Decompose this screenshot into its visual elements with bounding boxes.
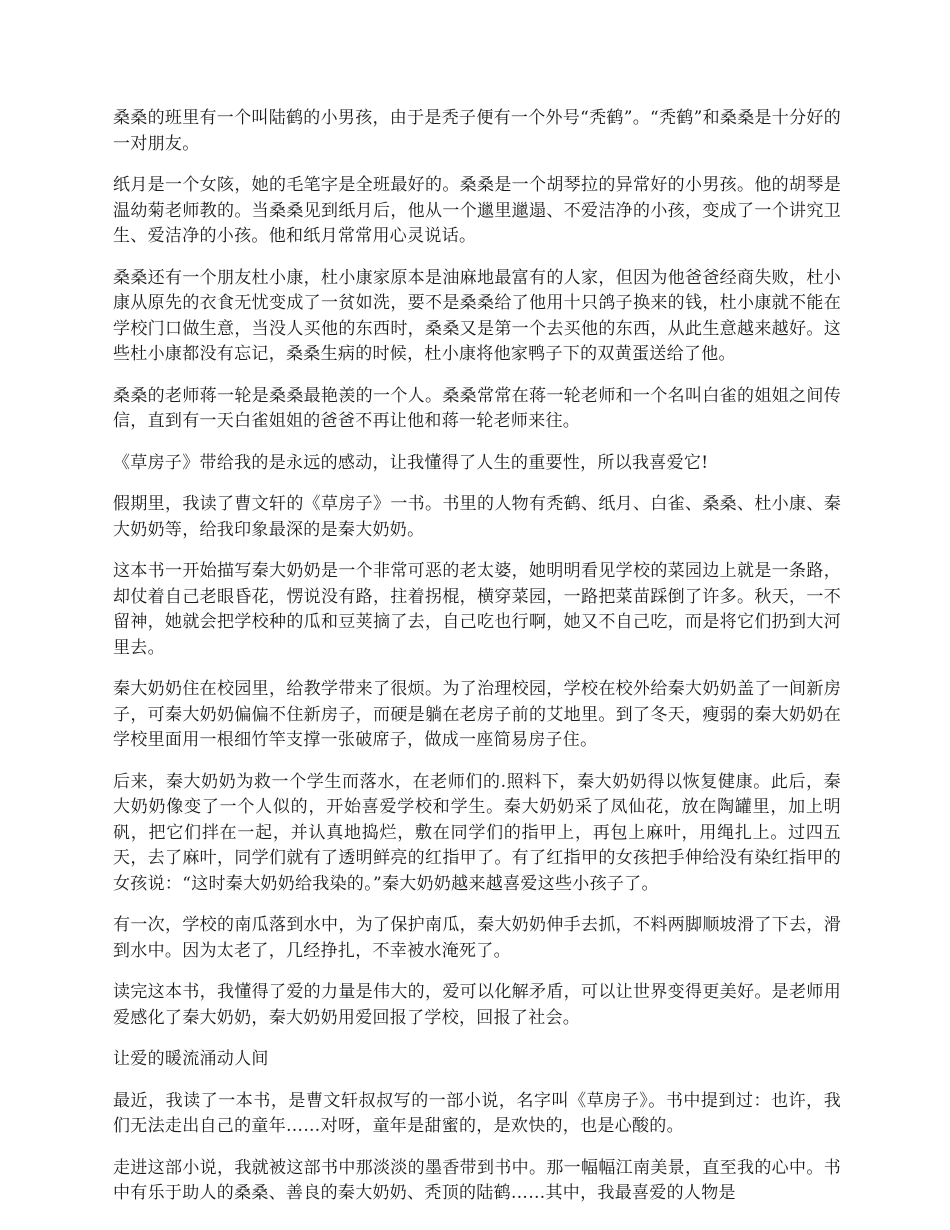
paragraph: 秦大奶奶住在校园里，给教学带来了很烦。为了治理校园，学校在校外给秦大奶奶盖了一间新房子，可秦大奶奶偏偏不住新房子，而硬是躺在老房子前的艾地里。到了冬天，瘦弱的秦大奶奶在学校里面用一根细竹竿支撑一张破席子，做成一座简易房子住。 <box>113 679 841 750</box>
paragraph: 读完这本书，我懂得了爱的力量是伟大的，爱可以化解矛盾，可以让世界变得更美好。是老师用爱感化了秦大奶奶，秦大奶奶用爱回报了学校，回报了社会。 <box>113 982 841 1028</box>
paragraph: 桑桑还有一个朋友杜小康，杜小康家原本是油麻地最富有的人家，但因为他爸爸经商失败，杜小康从原先的衣食无忧变成了一贫如洗，要不是桑桑给了他用十只鸽子换来的钱，杜小康就不能在学校门口做生意，当没人买他的东西时，桑桑又是第一个去买他的东西，从此生意越来越好。这些杜小康都没有忘记，桑桑生病的时候，杜小康将他家鸭子下的双黄蛋送给了他。 <box>113 267 841 364</box>
paragraph: 假期里，我读了曹文轩的《草房子》一书。书里的人物有秃鹤、纸月、白雀、桑桑、杜小康、秦大奶奶等，给我印象最深的是秦大奶奶。 <box>113 494 841 540</box>
paragraph: 桑桑的班里有一个叫陆鹤的小男孩，由于是秃子便有一个外号“秃鹤”。“秃鹤”和桑桑是十分好的一对朋友。 <box>113 108 841 154</box>
document-body <box>113 106 841 1223</box>
paragraph: 纸月是一个女陔，她的毛笔字是全班最好的。桑桑是一个胡琴拉的异常好的小男孩。他的胡琴是温幼菊老师教的。当桑桑见到纸月后，他从一个邋里邋遢、不爱洁净的小孩，变成了一个讲究卫生、爱洁净的小孩。他和纸月常常用心灵说话。 <box>113 175 841 246</box>
paragraph: 有一次，学校的南瓜落到水中，为了保护南瓜，秦大奶奶伸手去抓，不料两脚顺坡滑了下去，滑到水中。因为太老了，几经挣扎，不幸被水淹死了。 <box>113 915 841 961</box>
paragraph: 最近，我读了一本书，是曹文轩叔叔写的一部小说，名字叫《草房子》。书中提到过：也许，我们无法走出自己的童年……对呀，童年是甜蜜的，是欢快的，也是心酸的。 <box>113 1090 841 1136</box>
paragraph: 后来，秦大奶奶为救一个学生而落水，在老师们的.照料下，秦大奶奶得以恢复健康。此后，秦大奶奶像变了一个人似的，开始喜爱学校和学生。秦大奶奶采了凤仙花，放在陶罐里，加上明矾，把它们拌在一起，并认真地捣烂，敷在同学们的指甲上，再包上麻叶，用绳扎上。过四五天，去了麻叶，同学们就有了透明鲜亮的红指甲了。有了红指甲的女孩把手伸给没有染红指甲的女孩说：“这时秦大奶奶给我染的。”秦大奶奶越来越喜爱这些小孩子了。 <box>113 771 841 894</box>
paragraph: 《草房子》带给我的是永远的感动，让我懂得了人生的重要性，所以我喜爱它! <box>113 452 709 473</box>
paragraph: 走进这部小说，我就被这部书中那淡淡的墨香带到书中。那一幅幅江南美景，直至我的心中。书中有乐于助人的桑桑、善良的秦大奶奶、秃顶的陆鹤……其中，我最喜爱的人物是 <box>113 1157 841 1203</box>
paragraph: 这本书一开始描写秦大奶奶是一个非常可恶的老太婆，她明明看见学校的菜园边上就是一条路，却仗着自己老眼昏花，愣说没有路，拄着拐棍，横穿菜园，一路把菜苗踩倒了许多。秋天，一不留神，她就会把学校种的瓜和豆荚摘了去，自己吃也行啊，她又不自己吃，而是将它们扔到大河里去。 <box>113 561 841 658</box>
section-heading: 让爱的暖流涌动人间 <box>113 1049 269 1069</box>
paragraph: 桑桑的老师蒋一轮是桑桑最艳羡的一个人。桑桑常常在蒋一轮老师和一个名叫白雀的姐姐之间传信，直到有一天白雀姐姐的爸爸不再让他和蒋一轮老师来往。 <box>113 385 841 431</box>
